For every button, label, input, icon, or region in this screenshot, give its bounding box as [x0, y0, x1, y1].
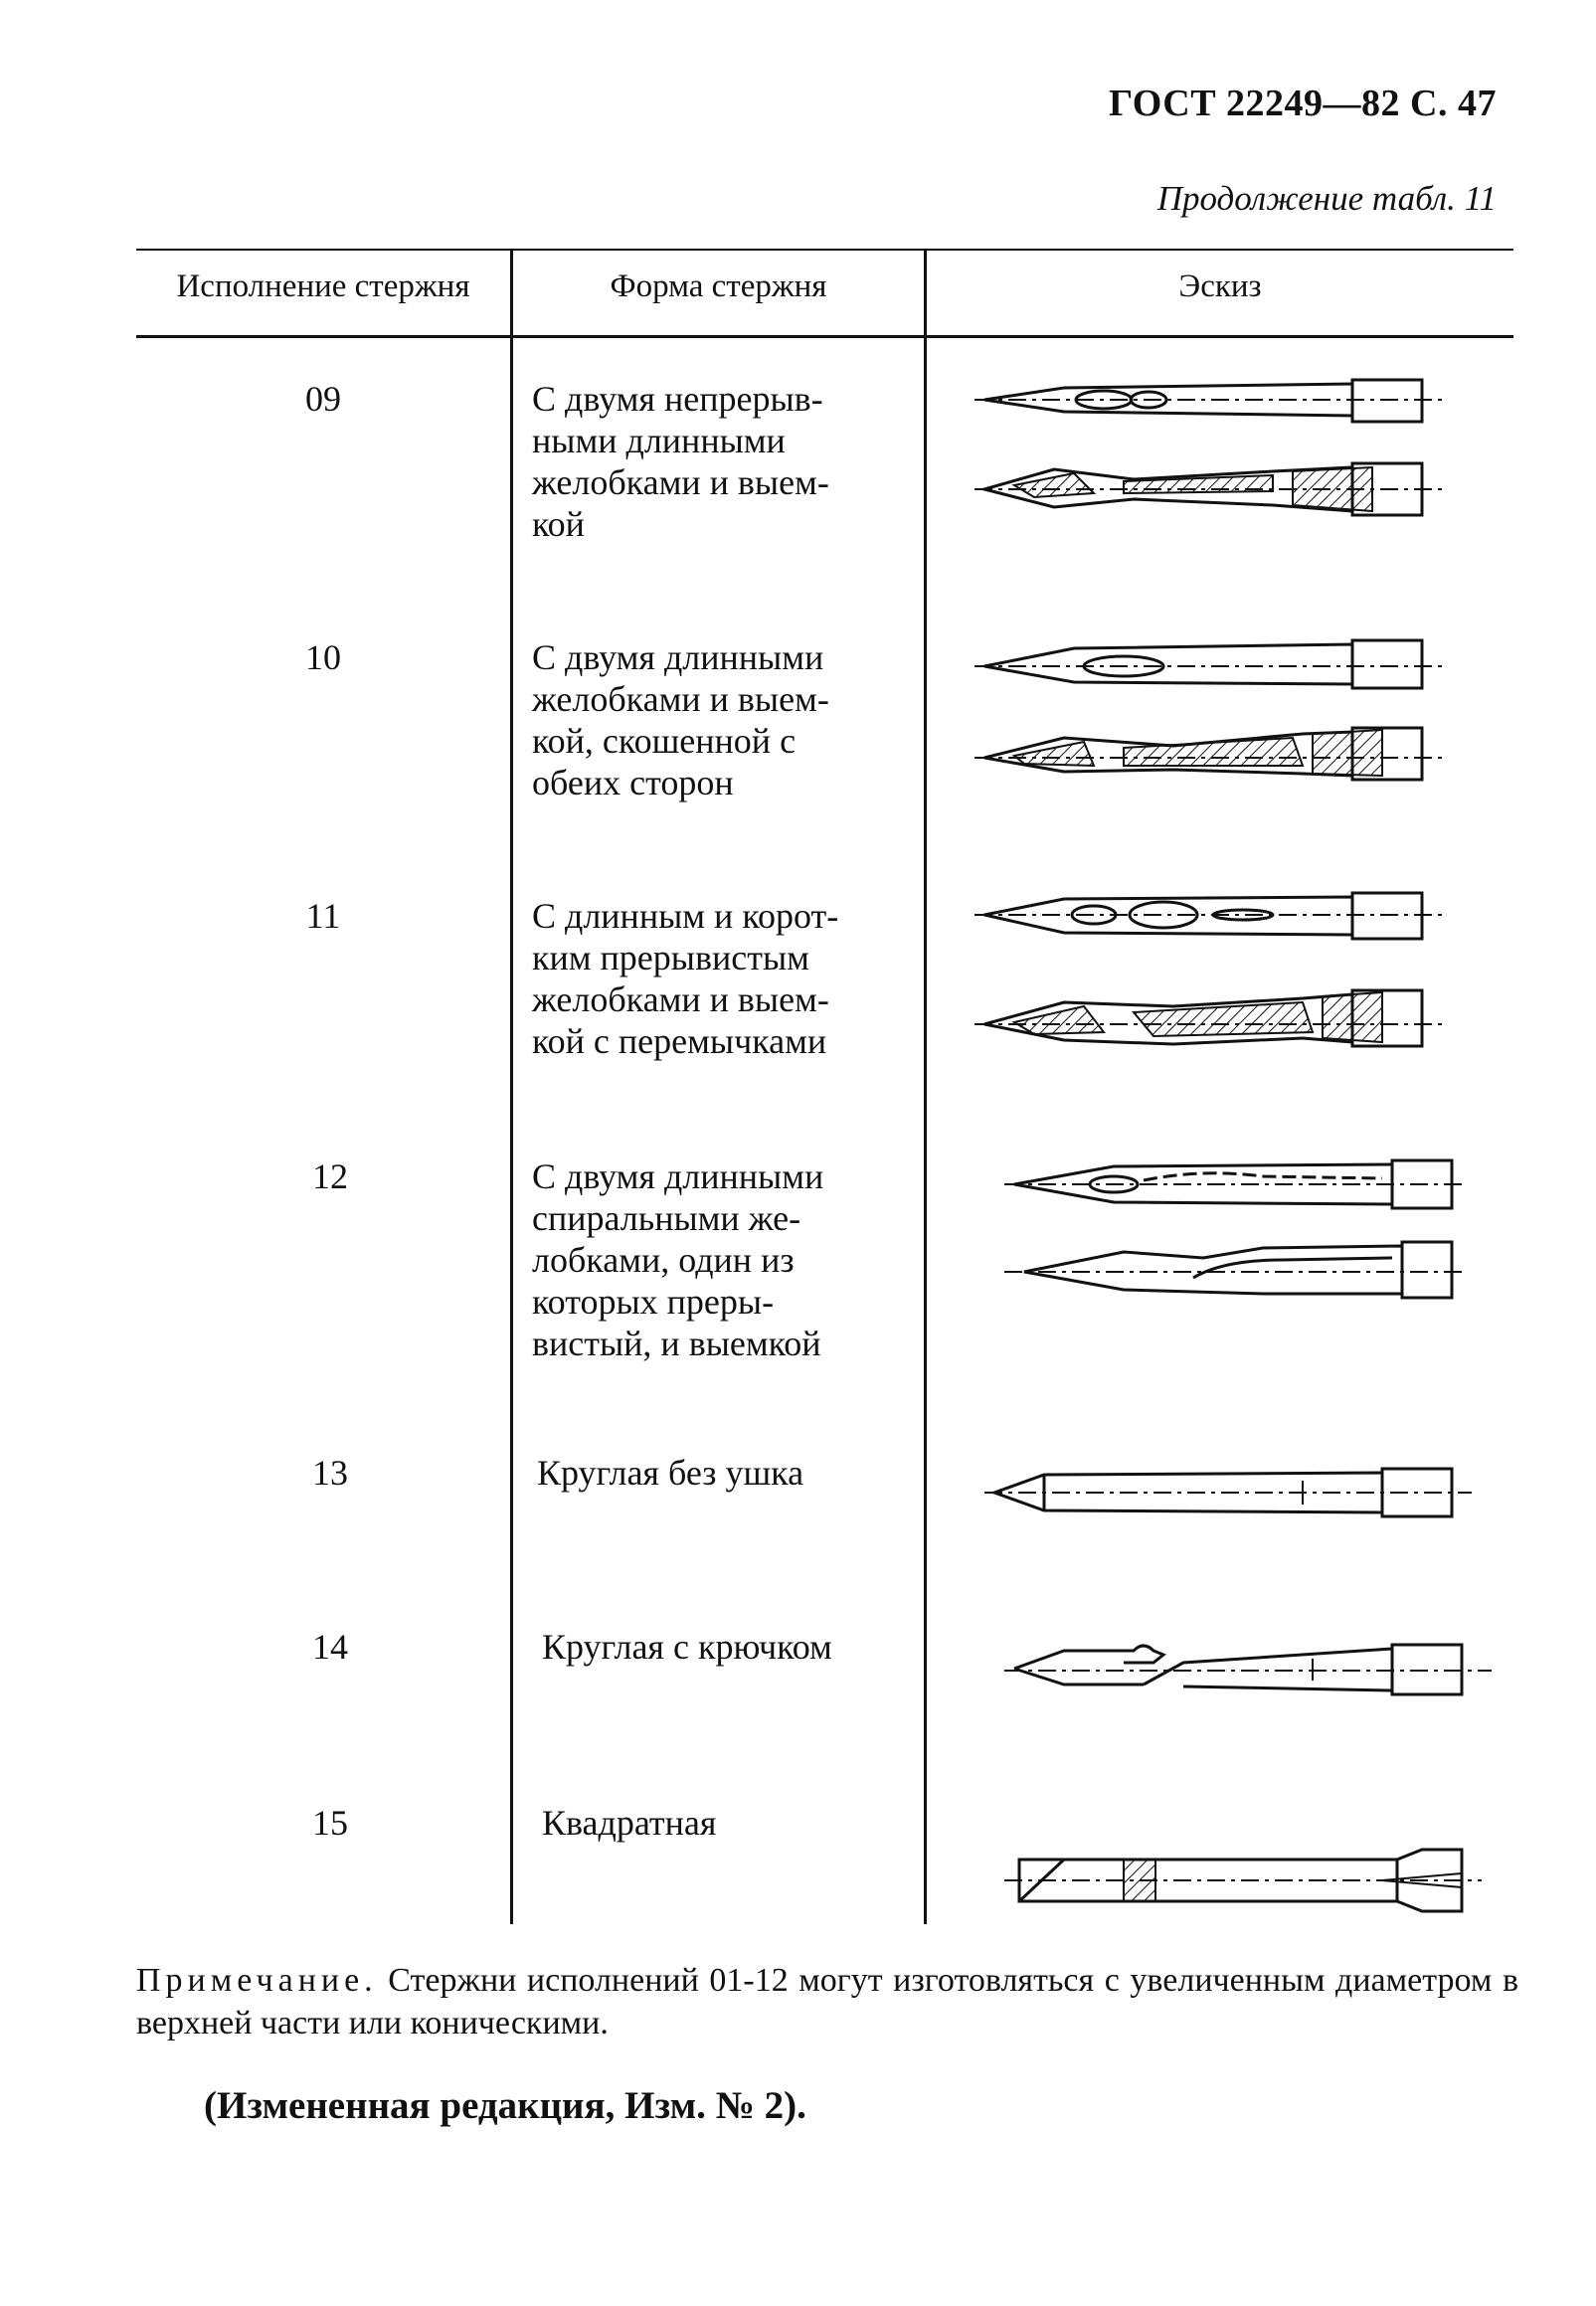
column-header-sketch: Эскиз	[1178, 268, 1262, 304]
needle-sketch-14	[1004, 1629, 1502, 1708]
row-number: 14	[312, 1627, 348, 1667]
needle-sketch-11	[975, 883, 1452, 1052]
shape-description: С длинным и корот- ким прерывистым желобками и выем- кой с перемычками	[532, 896, 839, 1061]
table-header-rule	[136, 335, 1513, 338]
note-label: Примечание.	[136, 1962, 378, 1999]
column-header-shape: Форма стержня	[610, 268, 827, 304]
needle-sketch-09	[975, 368, 1452, 537]
row-number: 15	[312, 1803, 348, 1843]
shape-description: Квадратная	[542, 1803, 717, 1843]
column-header-execution: Исполнение стержня	[176, 268, 470, 304]
table-top-rule	[136, 249, 1513, 251]
column-divider-1	[510, 249, 513, 1924]
row-number: 09	[305, 379, 341, 419]
note-text: Стержни исполнений 01-12 могут изготовляться с увеличенным диаметром в верхней части или коническими.	[136, 1962, 1519, 2041]
revision-note: (Измененная редакция, Изм. № 2).	[204, 2084, 806, 2127]
shape-description: С двумя длинными желобками и выем- кой, скошенной с обеих сторон	[532, 637, 829, 802]
shape-description: Круглая без ушка	[537, 1453, 804, 1493]
row-number: 11	[305, 896, 341, 936]
needle-sketch-12	[1004, 1149, 1472, 1318]
shape-description: С двумя непрерыв- ными длинными желобками и выем- кой	[532, 379, 829, 544]
needle-sketch-15	[1004, 1838, 1502, 1927]
row-number: 10	[305, 637, 341, 677]
row-number: 12	[312, 1156, 348, 1196]
table-note	[136, 1959, 1518, 2044]
document-code: ГОСТ 22249—82 С. 47	[1109, 83, 1497, 124]
shape-description: С двумя длинными спиральными же- лобками, один из которых преры- вистый, и выемкой	[532, 1156, 824, 1363]
needle-sketch-13	[984, 1457, 1482, 1526]
needle-sketch-10	[975, 626, 1452, 796]
row-number: 13	[312, 1453, 348, 1493]
column-divider-2	[924, 249, 927, 1924]
table-continuation: Продолжение табл. 11	[1156, 179, 1497, 218]
shape-description: Круглая с крючком	[542, 1627, 832, 1667]
